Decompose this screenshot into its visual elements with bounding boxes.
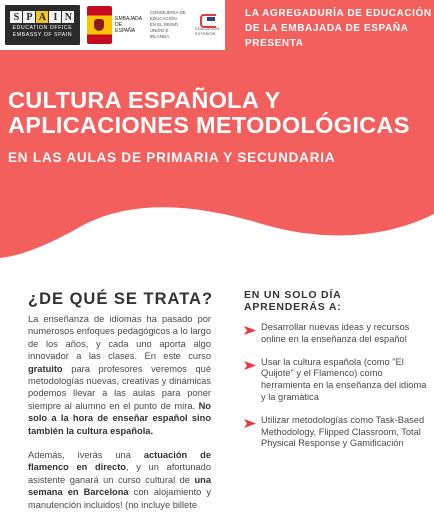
logo-strip	[0, 0, 225, 50]
about-section	[28, 313, 211, 523]
presenter-line: LA AGREGADURÍA DE EDUCACIÓN	[245, 8, 432, 19]
list-item	[244, 415, 429, 450]
logo-line: EMBASSY OF SPAIN	[12, 32, 73, 38]
gob-line: EMBAJADA	[115, 16, 143, 22]
list-item-text: Usar la cultura española (como "El Quijote" y el Flamenco) como herramienta en la enseñanza del idioma y la gramática	[261, 356, 427, 402]
presenter-line: DE LA EMBAJADA DE ESPAÑA	[245, 23, 409, 34]
text-run: Además, iverás una	[28, 450, 144, 461]
logo-letter: P	[23, 11, 35, 23]
page-subtitle: EN LAS AULAS DE PRIMARIA Y SECUNDARIA	[8, 150, 336, 165]
list-item	[244, 322, 429, 346]
arrow-bullet-icon	[244, 418, 256, 429]
learn-heading-line: EN UN SOLO DÍA	[244, 289, 342, 301]
text-bold: actuación de flamenco en directo	[28, 450, 211, 473]
text-run: , y un afortunado asistente ganará un curso cultural de	[28, 462, 211, 485]
consejeria-line: CONSEJERÍA DE EDUCACIÓN	[149, 10, 186, 21]
text-bold: No solo a la hora de enseñar español sino también la cultura española.	[28, 400, 211, 436]
logo-letter: A	[36, 11, 48, 23]
gob-line: DE ESPAÑA	[115, 22, 136, 34]
presenter-text	[245, 6, 432, 51]
list-item-text: Utilizar metodologías como Task-Based Methodology, Flipped Classroom, Total Physical Response y Gamificación	[261, 414, 425, 449]
text-run: para profesores veremos qué metodologías nuevas, creativas y dinámicas podemos llevar a las aulas para poner siempre al alumno en el punto de mira.	[28, 363, 211, 411]
text-run: La enseñanza de idiomas ha pasado por numerosos enfoques pedagógicos a lo largo de los años, y cada uno aporta algo innovador a las clases. En este curso	[28, 314, 211, 362]
education-icon	[198, 12, 218, 26]
title-line: APLICACIONES METODOLÓGICAS	[8, 112, 410, 138]
arrow-bullet-icon	[244, 325, 256, 336]
spain-education-office-logo	[5, 5, 80, 45]
logo-line: EDUCATION OFFICE	[12, 25, 73, 31]
about-heading: ¿DE QUÉ SE TRATA?	[28, 290, 214, 308]
logo-letter: N	[62, 11, 74, 23]
coat-of-arms-icon	[87, 6, 112, 44]
logo-letter: S	[10, 11, 22, 23]
logo-letter: I	[49, 11, 61, 23]
educacion-exterior-logo	[195, 12, 220, 38]
learn-heading	[244, 289, 424, 313]
learn-list	[244, 322, 429, 450]
government-of-spain-logo	[87, 5, 143, 45]
presenter-line: PRESENTA	[245, 38, 304, 49]
page-title	[8, 88, 428, 138]
text-bold: gratuito	[28, 363, 63, 374]
consejeria-line: EN EL REINO UNIDO E IRLANDA	[149, 22, 179, 39]
about-paragraph	[28, 449, 211, 511]
text-bold: una semana en Barcelona	[28, 474, 211, 498]
list-item-text: Desarrollar nuevas ideas y recursos online en la enseñanza del español	[261, 322, 410, 344]
text-run: con alojamiento y manutención incluidos! (no incluye billete	[28, 487, 211, 510]
learn-heading-line: APRENDERÁS A:	[244, 301, 342, 313]
title-line: CULTURA ESPAÑOLA Y	[8, 87, 281, 113]
arrow-bullet-icon	[244, 360, 256, 371]
consejeria-logo-text	[150, 10, 188, 40]
about-paragraph	[28, 313, 211, 437]
edu-label: EDUCACIÓN EXTERIOR	[195, 26, 220, 36]
list-item	[244, 357, 429, 404]
